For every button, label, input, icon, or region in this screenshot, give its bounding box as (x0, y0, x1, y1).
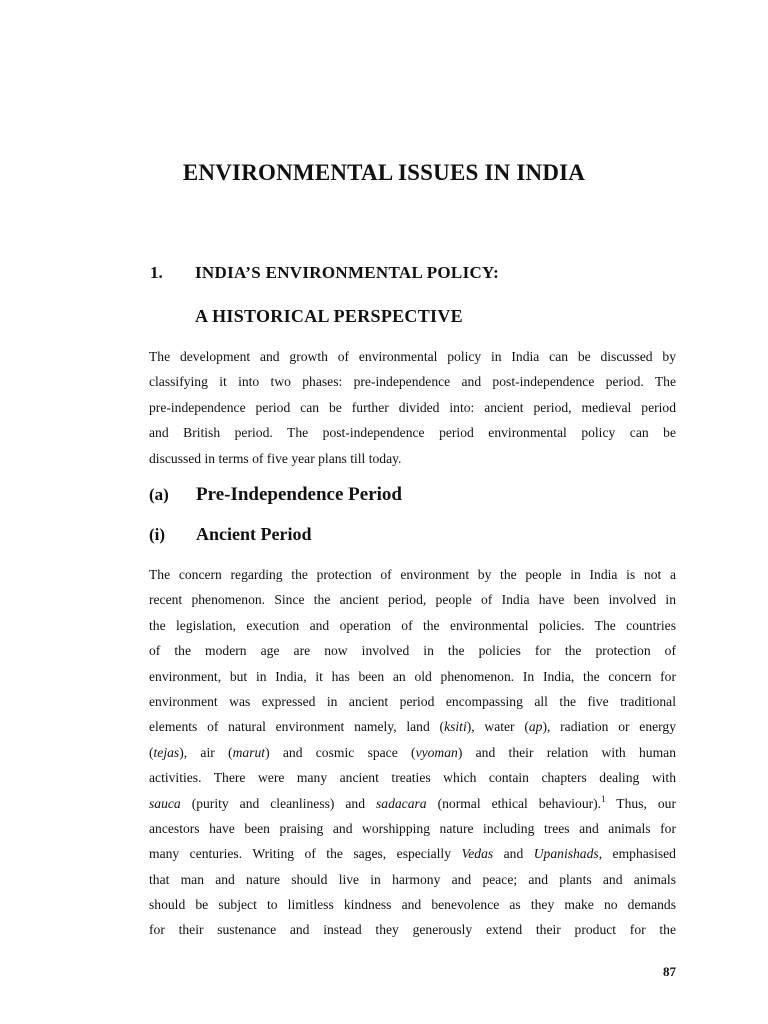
document-title: ENVIRONMENTAL ISSUES IN INDIA (182, 160, 586, 185)
text-run: and (493, 846, 534, 862)
text-run: ) and their relation with human (457, 744, 676, 760)
paragraph-line: environment, but in India, it has been an old phenomenon. In India, the concern for (149, 668, 676, 684)
paragraph-line: should be subject to limitless kindness and benevolence as they make no demands (149, 897, 676, 913)
paragraph-line: pre-independence period can be further divided into: ancient period, medieval period (149, 399, 676, 415)
paragraph-line: that man and nature should live in harmony and peace; and plants and animals (149, 871, 676, 887)
text-run: ), water ( (466, 719, 529, 735)
text-run: ), air ( (179, 744, 233, 760)
subsection-a-title: Pre-Independence Period (196, 484, 402, 505)
paragraph-line: The concern regarding the protection of environment by the people in India is not a (149, 567, 676, 582)
text-run: ( (149, 744, 154, 760)
paragraph-line (149, 740, 676, 765)
paragraph-line: for their sustenance and instead they generously extend their product for the (149, 922, 676, 938)
ancient-period-paragraph (149, 562, 676, 943)
section-heading-line1: INDIA’S ENVIRONMENTAL POLICY: (195, 263, 500, 282)
italic-term: ksiti (444, 719, 467, 735)
text-run: ), radiation or energy (542, 719, 677, 735)
text-run: (purity and cleanliness) and (180, 795, 376, 811)
paragraph-line: the legislation, execution and operation of the environmental policies. The countries (149, 617, 676, 633)
paragraph-line (149, 841, 676, 866)
section-number: 1. (150, 263, 163, 282)
section-heading-line2: A HISTORICAL PERSPECTIVE (195, 306, 463, 326)
italic-term: tejas (153, 744, 180, 760)
page-number: 87 (663, 964, 676, 979)
paragraph-line: recent phenomenon. Since the ancient period, people of India have been involved in (149, 592, 676, 608)
text-run: many centuries. Writing of the sages, especially (149, 846, 462, 862)
italic-term: Upanishads (533, 846, 599, 862)
subsection-i-title: Ancient Period (196, 524, 312, 544)
text-run: elements of natural environment namely, land ( (149, 719, 445, 735)
intro-paragraph (149, 344, 676, 471)
subsection-i-label: (i) (149, 525, 166, 544)
paragraph-line: and British period. The post-independence period environmental policy can be (149, 425, 676, 441)
paragraph-line (149, 791, 676, 816)
italic-term: sadacara (376, 795, 427, 811)
subsection-a-label: (a) (149, 485, 169, 504)
paragraph-line: ancestors have been praising and worshipping nature including trees and animals for (149, 820, 676, 836)
paragraph-line: discussed in terms of five year plans till today. (149, 450, 402, 466)
paragraph-line: environment was expressed in ancient period encompassing all the five traditional (149, 693, 676, 709)
text-run: (normal ethical behaviour). (426, 795, 602, 811)
footnote-marker: 1 (601, 793, 606, 804)
text-run: , emphasised (598, 846, 676, 862)
paragraph-line: of the modern age are now involved in the policies for the protection of (149, 643, 676, 659)
paragraph-line: activities. There were many ancient treaties which contain chapters dealing with (149, 770, 676, 786)
paragraph-line: The development and growth of environmental policy in India can be discussed by (149, 349, 676, 364)
paragraph-line: classifying it into two phases: pre-independence and post-independence period. The (149, 374, 676, 390)
italic-term: vyoman (415, 744, 458, 760)
paragraph-line (149, 714, 676, 739)
text-run: ) and cosmic space ( (265, 744, 416, 760)
italic-term: marut (232, 744, 266, 760)
italic-term: Vedas (461, 846, 494, 862)
italic-term: ap (528, 719, 543, 735)
text-run: Thus, our (605, 795, 676, 811)
italic-term: sauca (149, 795, 181, 811)
